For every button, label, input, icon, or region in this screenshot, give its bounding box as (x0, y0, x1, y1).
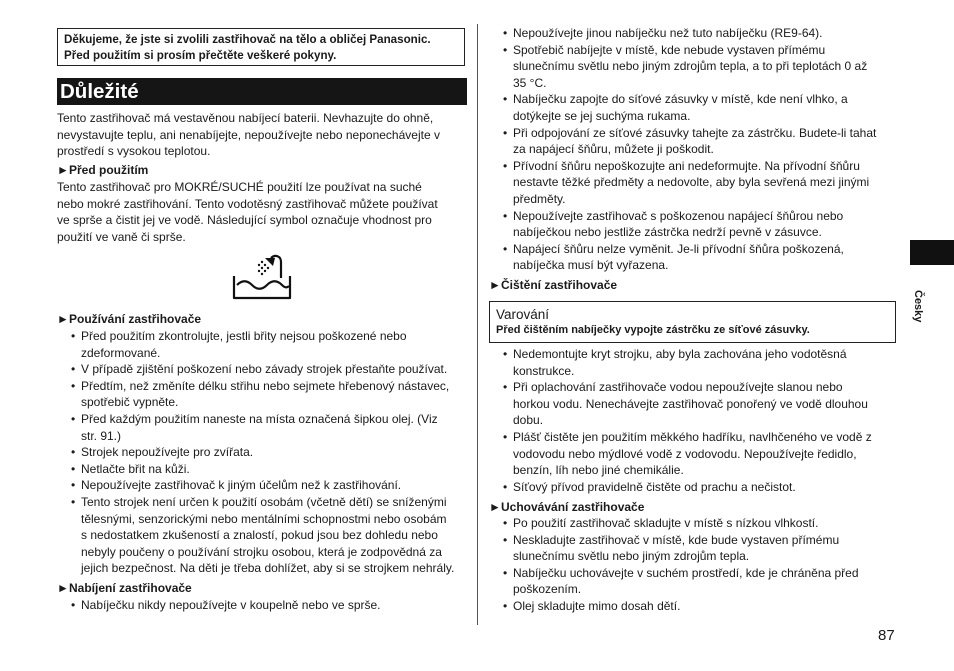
text-line: • Před použitím zkontrolujte, jestli břity nejsou poškozené nebo (81, 329, 407, 343)
text-line: nevystavujte teplu, ani nenabíjejte, nepoužívejte nebo neponechávejte v (57, 127, 440, 142)
subheading-text: Uchovávání zastřihovače (501, 500, 645, 514)
subheading-storage (489, 499, 644, 516)
section-heading-important: Důležité (57, 78, 467, 105)
text-line: • Nabíječku nikdy nepoužívejte v koupelně nebo ve sprše. (81, 598, 381, 612)
text-line: spotřebič vypněte. (81, 395, 179, 410)
using-list (57, 328, 465, 577)
text-line: • Strojek nepoužívejte pro zvířata. (81, 445, 254, 460)
text-line: • Nepoužívejte jinou nabíječku než tuto nabíječku (RE9-64). (513, 26, 823, 40)
triangle-icon: ► (57, 163, 69, 177)
text-line: • Přívodní šňůru nepoškozujte ani nedeformujte. Na přívodní šňůru (513, 158, 860, 173)
text-line: dotýkejte se jej suchýma rukama. (513, 108, 691, 123)
warning-title: Varování (496, 307, 550, 322)
text-line: horkou vodu. Nenechávejte zastřihovač ponořený ve vodě dlouhou (513, 396, 868, 411)
intro-paragraph (57, 110, 469, 160)
text-line: s nedostatkem zkušeností a znalostí, pokud jsou bez dohledu nebo (81, 528, 438, 543)
list-item (57, 328, 465, 361)
text-line: konstrukce. (513, 363, 575, 378)
list-item (489, 429, 897, 479)
thank-you-notice (57, 28, 465, 66)
charging-list-right (489, 25, 897, 274)
text-line: tělesnými, senzorickými nebo mentálními schopnostmi nebo osobám (81, 511, 447, 526)
text-line: benzín, líh nebo jiné chemikálie. (513, 463, 684, 478)
language-tab-marker (910, 240, 954, 265)
text-line: nestavte těžké předměty a nedovolte, aby byla sevřená mezi jinými (513, 175, 870, 190)
list-item (489, 42, 897, 92)
subheading-text: Čištění zastřihovače (501, 278, 618, 292)
text-line: nebyly poučeny o používání strojku osobou, která je zodpovědná za (81, 544, 442, 559)
list-item (489, 479, 897, 496)
text-line: • Po použití zastřihovač skladujte v místě s nízkou vlhkostí. (513, 516, 819, 530)
text-line: použití ve vaně či sprše. (57, 229, 186, 244)
language-label: Česky (912, 290, 924, 323)
triangle-icon: ► (489, 500, 501, 514)
storage-list (489, 515, 897, 615)
list-item (489, 125, 897, 158)
text-line: • Napájecí šňůru nelze vyměnit. Je-li přívodní šňůra poškozená, (513, 241, 844, 256)
text-line: str. 91.) (81, 428, 122, 443)
text-line: • Spotřebič nabíjejte v místě, kde nebude vystaven přímému (513, 42, 826, 57)
bath-shower-icon (231, 252, 293, 302)
text-line: • Olej skladujte mimo dosah dětí. (513, 598, 681, 613)
text-line: • Při odpojování ze síťové zásuvky tahejte za zástrčku. Budete-li tahat (513, 125, 877, 140)
list-item (489, 515, 897, 532)
subheading-using (57, 311, 201, 328)
text-line: předměty. (513, 191, 566, 206)
list-item (489, 346, 897, 379)
text-line: ve sprše a čistit jej ve vodě. Následující symbol označuje vhodnost pro (57, 213, 432, 228)
text-line: • Při oplachování zastřihovače vodou nepoužívejte slanou nebo (513, 380, 843, 395)
text-line: • Nepoužívejte zastřihovač k jiným účelům než k zastřihování. (81, 478, 402, 493)
text-line: nebo mokré zastřihování. Tento vodotěsný zastřihovač můžete používat (57, 196, 438, 211)
text-line: • Síťový přívod pravidelně čistěte od prachu a nečistot. (513, 479, 796, 494)
list-item (57, 461, 465, 478)
triangle-icon: ► (489, 278, 501, 292)
text-line: • Tento strojek není určen k použití osobám (včetně dětí) se sníženými (81, 494, 447, 509)
subheading-before-use (57, 162, 148, 179)
text-line: slunečnímu světlu nebo jiným zdrojům tepla, a to při teplotách 0 až (513, 59, 868, 74)
notice-line: Děkujeme, že jste si zvolili zastřihovač na tělo a obličej Panasonic. (64, 33, 431, 46)
list-item (489, 241, 897, 274)
triangle-icon: ► (57, 581, 69, 595)
text-line: zdeformované. (81, 345, 161, 360)
text-line: za napájecí šňůru, můžete ji poškodit. (513, 142, 714, 157)
text-line: • Před každým použitím naneste na místa označená šipkou olej. (Viz (81, 411, 438, 426)
triangle-icon: ► (57, 312, 69, 326)
list-item (57, 597, 465, 614)
notice-line: Před použitím si prosím přečtěte veškeré pokyny. (64, 49, 337, 63)
text-line: • Nabíječku uchovávejte v suchém prostředí, kde je chráněna před (513, 565, 859, 580)
subheading-text: Před použitím (69, 163, 149, 177)
list-item (489, 565, 897, 598)
text-line: poškozením. (513, 582, 582, 597)
text-line: • Předtím, než změníte délku střihu nebo sejmete hřebenový nástavec, (81, 378, 450, 393)
list-item (489, 91, 897, 124)
list-item (57, 361, 465, 378)
subheading-charging (57, 580, 192, 597)
text-line: • Neskladujte zastřihovač v místě, kde bude vystaven přímému (513, 532, 840, 547)
list-item (57, 378, 465, 411)
list-item (489, 598, 897, 615)
list-item (57, 477, 465, 494)
cleaning-list (489, 346, 897, 495)
warning-text: Před čištěním nabíječky vypojte zástrčku ze síťové zásuvky. (496, 324, 810, 336)
text-line: • Nabíječku zapojte do síťové zásuvky v místě, kde není vlhko, a (513, 92, 848, 107)
text-line: jejich bezpečnost. Na děti je třeba dohlížet, aby si se strojkem nehrály. (81, 561, 455, 576)
list-item (489, 379, 897, 429)
text-line: • Nepoužívejte zastřihovač s poškozenou napájecí šňůrou nebo (513, 208, 844, 223)
text-line: nabíječka musí být vyřazena. (513, 258, 669, 273)
list-item (489, 25, 897, 42)
text-line: Tento zastřihovač pro MOKRÉ/SUCHÉ použití lze používat na suché (57, 180, 422, 194)
warning-box (489, 301, 896, 343)
list-item (489, 158, 897, 208)
subheading-text: Nabíjení zastřihovače (69, 581, 192, 595)
page-number: 87 (878, 627, 895, 644)
text-line: Tento zastřihovač má vestavěnou nabíjecí baterii. Nevhazujte do ohně, (57, 111, 434, 125)
text-line: nabíječkou nebo jestliže zástrčka nedrží pevně v zásuvce. (513, 225, 822, 240)
list-item (489, 532, 897, 565)
list-item (57, 494, 465, 577)
text-line: prostředí s vysokou teplotou. (57, 144, 211, 159)
text-line: 35 °C. (513, 75, 547, 90)
text-line: slunečnímu světlu nebo jiným zdrojům tepla. (513, 549, 750, 564)
subheading-text: Používání zastřihovače (69, 312, 202, 326)
text-line: dobu. (513, 413, 544, 428)
subheading-cleaning (489, 277, 617, 294)
list-item (57, 444, 465, 461)
list-item (489, 208, 897, 241)
column-divider (477, 24, 478, 625)
text-line: • Nedemontujte kryt strojku, aby byla zachována jeho vodotěsná (513, 347, 847, 361)
text-line: • Plášť čistěte jen použitím měkkého hadříku, navlhčeného ve vodě z (513, 429, 872, 444)
text-line: • V případě zjištění poškození nebo závady strojek přestaňte používat. (81, 362, 448, 377)
text-line: vodovodu nebo mýdlové vodě z vodovodu. Nepoužívejte ředidlo, (513, 446, 857, 461)
list-item (57, 411, 465, 444)
before-use-paragraph (57, 179, 469, 245)
text-line: • Netlačte břit na kůži. (81, 461, 190, 476)
charging-list-left (57, 597, 465, 614)
